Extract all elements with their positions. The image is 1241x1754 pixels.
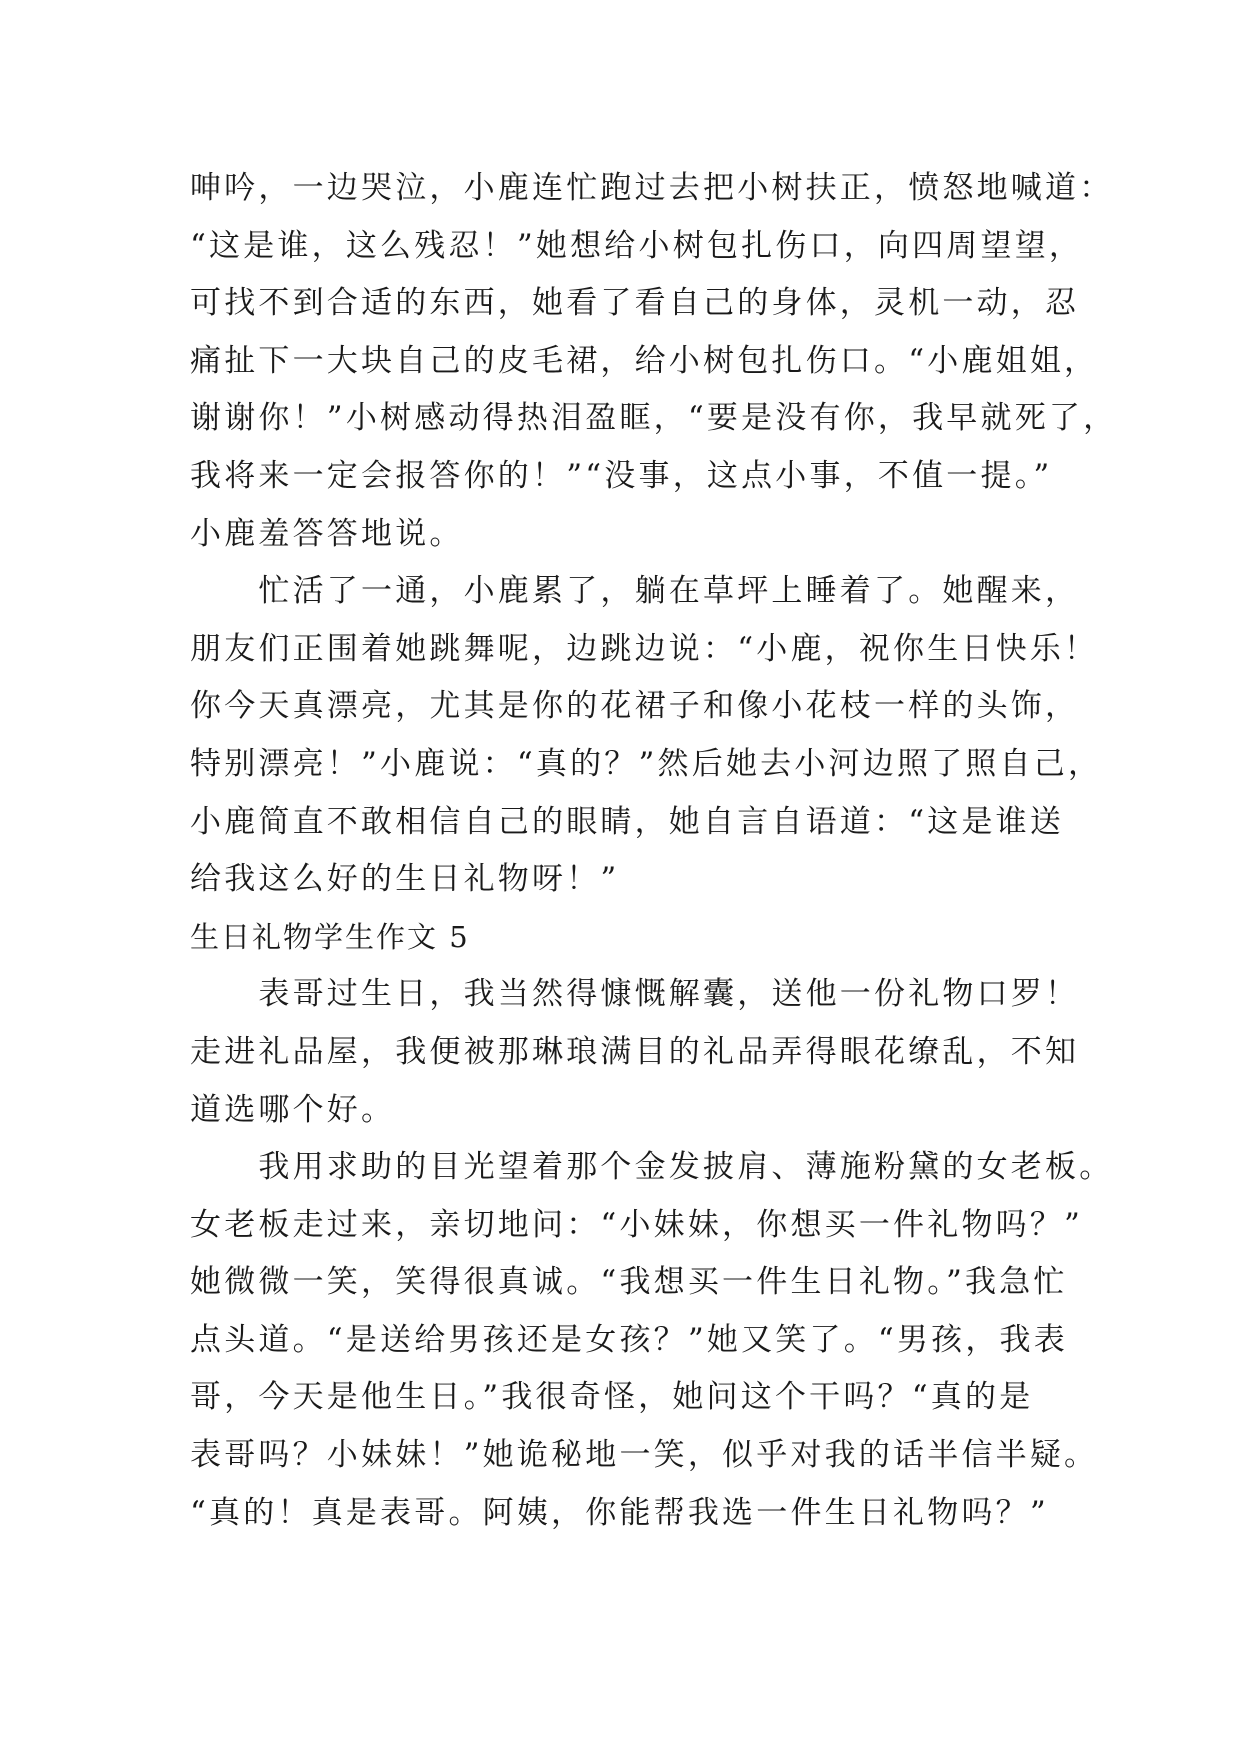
section-heading: 生日礼物学生作文 5 — [190, 919, 470, 954]
text-line: 走进礼品屋，我便被那琳琅满目的礼品弄得眼花缭乱，不知 — [190, 1033, 1080, 1070]
text-line: 女老板走过来，亲切地问：“小妹妹，你想买一件礼物吗？” — [190, 1206, 1084, 1243]
text-line: 我用求助的目光望着那个金发披肩、薄施粉黛的女老板。 — [190, 1149, 1114, 1186]
text-line: 我将来一定会报答你的！”“没事，这点小事，不值一提。” — [190, 457, 1053, 494]
text-line: 哥，今天是他生日。”我很奇怪，她问这个干吗？“真的是 — [190, 1379, 1034, 1416]
text-line: 痛扯下一大块自己的皮毛裙，给小树包扎伤口。“小鹿姐姐， — [190, 342, 1099, 379]
text-line: 表哥吗？小妹妹！”她诡秘地一笑，似乎对我的话半信半疑。 — [190, 1437, 1099, 1474]
text-line: 小鹿简直不敢相信自己的眼睛，她自言自语道：“这是谁送 — [190, 803, 1065, 840]
text-line: 朋友们正围着她跳舞呢，边跳边说：“小鹿，祝你生日快乐！ — [190, 630, 1099, 667]
text-line: 她微微一笑，笑得很真诚。“我想买一件生日礼物。”我急忙 — [190, 1264, 1068, 1301]
text-line: 你今天真漂亮，尤其是你的花裙子和像小花枝一样的头饰， — [190, 688, 1080, 725]
text-line: 呻吟，一边哭泣，小鹿连忙跑过去把小树扶正，愤怒地喊道： — [190, 170, 1114, 206]
text-line: 道选哪个好。 — [190, 1091, 396, 1128]
text-line: “这是谁，这么残忍！”她想给小树包扎伤口，向四周望望， — [190, 227, 1084, 264]
text-line: 可找不到合适的东西，她看了看自己的身体，灵机一动，忍 — [190, 285, 1080, 322]
text-line: 点头道。“是送给男孩还是女孩？”她又笑了。“男孩，我表 — [190, 1321, 1068, 1358]
text-line: 忙活了一通，小鹿累了，躺在草坪上睡着了。她醒来， — [190, 573, 1080, 610]
text-line: 谢谢你！”小树感动得热泪盈眶，“要是没有你，我早就死了， — [190, 400, 1118, 437]
text-line: 表哥过生日，我当然得慷慨解囊，送他一份礼物口罗！ — [190, 976, 1080, 1013]
text-line: 小鹿羞答答地说。 — [190, 515, 464, 552]
text-line: 给我这么好的生日礼物呀！” — [190, 861, 620, 898]
text-line: 特别漂亮！”小鹿说：“真的？”然后她去小河边照了照自己， — [190, 745, 1103, 782]
text-line: “真的！真是表哥。阿姨，你能帮我选一件生日礼物吗？” — [190, 1494, 1049, 1531]
document-page — [190, 160, 1118, 1542]
